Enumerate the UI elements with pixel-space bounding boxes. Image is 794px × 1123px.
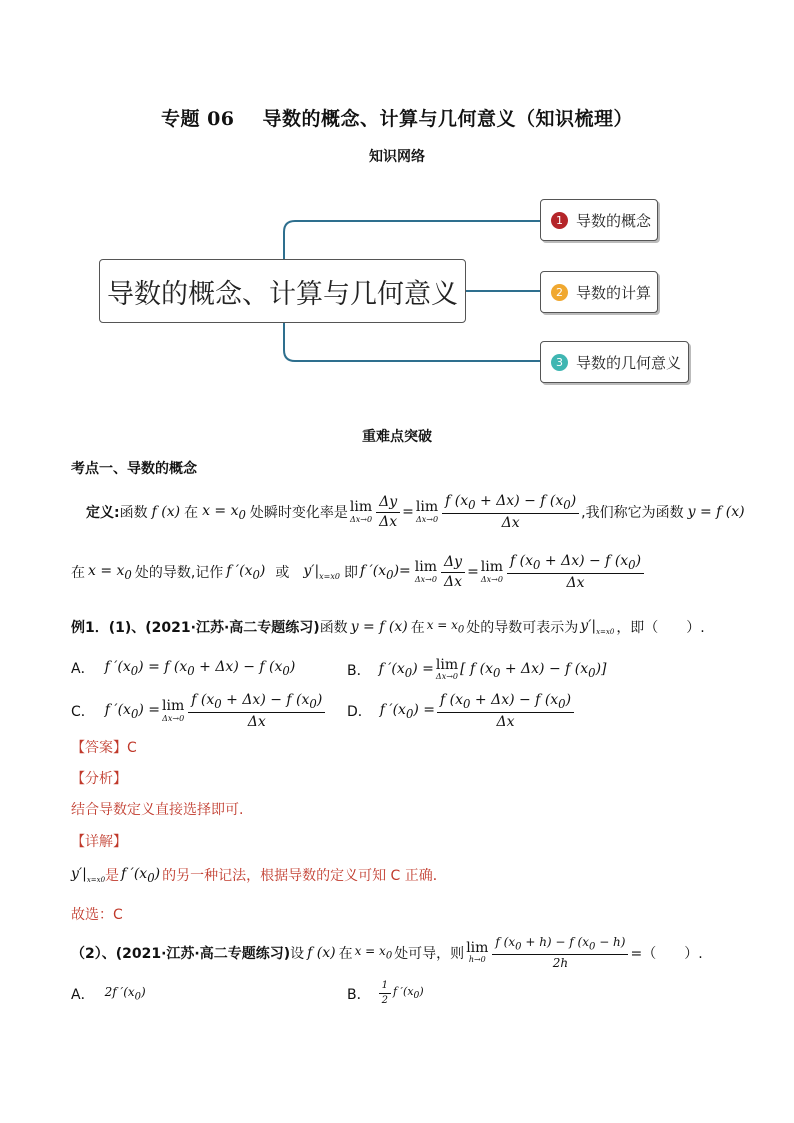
option-label: A．	[71, 987, 95, 1003]
choose-label: 故选：	[71, 907, 113, 923]
formula: $\frac{1}{2}$	[379, 980, 391, 1007]
badge-3: 3	[551, 354, 568, 371]
text: 的另一种记法，根据导数的定义可知 C 正确．	[162, 868, 447, 884]
formula: $x = x_0$	[202, 502, 246, 522]
formula: $\frac{f (x_0 + \Delta x) - f (x_0)}{\Delta x}$	[442, 493, 579, 532]
formula: lim Δx→0	[349, 499, 373, 524]
option-label: B．	[347, 663, 371, 680]
formula: $y'|_{x=x0}$	[303, 563, 340, 582]
formula: =	[467, 564, 479, 581]
mindmap-root: 导数的概念、计算与几何意义	[99, 259, 466, 323]
formula: f (x)	[151, 504, 181, 521]
text: ,我们称它为函数	[581, 505, 684, 522]
formula: f $'(x_0)$ =	[379, 701, 436, 721]
formula: lim h→0	[466, 939, 489, 965]
option-label: B．	[347, 986, 371, 1003]
formula: =	[402, 504, 414, 521]
example1-option-a	[71, 658, 295, 678]
text: 或	[275, 565, 290, 582]
formula: f $'(x_0)$ =	[104, 701, 161, 721]
title-main: 导数的概念、计算与几何意义（知识梳理）	[262, 108, 634, 130]
formula: y = f (x)	[687, 504, 745, 521]
formula: [ f $(x_0 + \Delta x) - f$ $(x_0)$]	[460, 660, 607, 680]
example1-detail	[71, 865, 447, 885]
example1-analysis: 结合导数定义直接选择即可.	[71, 802, 244, 818]
formula: $\frac{\Delta y}{\Delta x}$	[376, 494, 400, 531]
text: 在	[410, 620, 425, 636]
text: 处的导数可表示为	[466, 620, 579, 636]
text: ，即（ ）.	[616, 620, 705, 636]
text: 处可导，则	[394, 945, 465, 962]
badge-1: 1	[551, 212, 568, 229]
badge-2: 2	[551, 284, 568, 301]
formula: 2f $'(x_0)$	[104, 985, 146, 1003]
formula: lim Δx→0	[162, 698, 185, 723]
formula: f (x)	[307, 944, 336, 961]
formula: $\frac{f (x_0 + \Delta x) - f (x_0)}{\Delta x}$	[437, 692, 574, 731]
example2-label: （2）、(2021·江苏·高二专题练习)	[71, 945, 291, 962]
example1-option-d	[347, 692, 576, 731]
title-prefix: 专题 06	[160, 108, 235, 130]
example1-detail-label: 【详解】	[71, 834, 127, 850]
formula: y = f (x)	[350, 619, 408, 635]
text: 即	[344, 565, 358, 582]
breakthrough-heading: 重难点突破	[362, 429, 432, 445]
option-label: A．	[71, 661, 95, 677]
formula: f $'(x_0) = f$ $(x_0 + \Delta x) - f$ $(x_0)$	[104, 658, 296, 678]
choose-value: C	[113, 907, 123, 923]
example2-question	[71, 935, 703, 971]
formula: f $'(x_0)$ =	[378, 660, 434, 680]
definition-line-2	[71, 553, 646, 592]
example1-option-b	[347, 658, 607, 682]
example1-answer	[71, 737, 137, 757]
point1-heading: 考点一、导数的概念	[71, 461, 197, 477]
example1-analysis-label: 【分析】	[71, 771, 127, 787]
mindmap-node-calculation	[540, 271, 658, 313]
text: 函数	[319, 620, 348, 636]
option-label: C．	[71, 704, 95, 721]
text: 设	[290, 945, 305, 962]
text: 在	[338, 945, 353, 962]
option-label: D．	[347, 704, 372, 721]
example2-option-b	[347, 980, 424, 1007]
example1-option-c	[71, 692, 327, 731]
network-heading: 知识网络	[369, 149, 425, 165]
node-label: 导数的计算	[576, 283, 652, 302]
formula: $x = x_0$	[88, 562, 132, 582]
example1-label: 例1．(1)、(2021·江苏·高二专题练习)	[71, 620, 320, 636]
formula: lim Δx→0	[435, 657, 459, 682]
text: 是	[105, 868, 120, 884]
formula: $x = x_0$	[426, 618, 465, 636]
text: 处的导数,记作	[134, 565, 224, 582]
example1-question	[71, 617, 705, 637]
node-label: 导数的几何意义	[576, 353, 682, 372]
text: 函数	[119, 505, 148, 522]
text: 在	[71, 565, 85, 582]
answer-label: 【答案】	[71, 740, 127, 756]
answer-value: C	[127, 740, 137, 756]
formula: lim Δx→0	[414, 559, 438, 584]
formula: $\frac{f (x_0 + \Delta x) - f (x_0)}{\Delta x}$	[188, 692, 325, 731]
definition-line-1	[86, 493, 745, 532]
example1-choose	[71, 904, 123, 924]
text: 在	[184, 505, 199, 522]
text: 处瞬时变化率是	[249, 505, 348, 522]
formula: f $'(x_0)$	[226, 562, 266, 582]
node-label: 导数的概念	[576, 211, 652, 230]
text: =（ ）.	[630, 945, 703, 962]
formula: $\frac{\Delta y}{\Delta x}$	[441, 554, 465, 591]
example2-option-a	[71, 984, 146, 1004]
formula: f $'(x_0)$	[392, 985, 424, 1002]
formula: $y'|_{x=x0}$	[71, 866, 106, 884]
formula: lim Δx→0	[415, 499, 439, 524]
mindmap-node-geometry	[540, 341, 689, 383]
formula: $\frac{f (x_0 + h) - f (x_0 - h)}{2h}$	[492, 935, 628, 971]
formula: $x = x_0$	[354, 944, 393, 962]
formula: f $'(x_0)=$	[360, 562, 411, 582]
formula: f $'(x_0)$	[121, 865, 161, 885]
mindmap-node-concept	[540, 199, 658, 241]
formula: lim Δx→0	[480, 559, 504, 584]
definition-label: 定义:	[86, 505, 120, 522]
formula: $\frac{f (x_0 + \Delta x) - f (x_0)}{\Delta x}$	[507, 553, 644, 592]
formula: $y'|_{x=x0}$	[580, 618, 615, 636]
